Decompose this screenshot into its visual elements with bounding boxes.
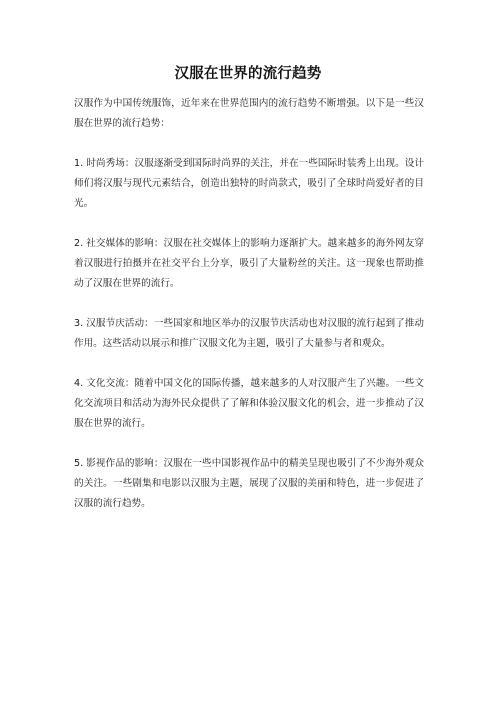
point-paragraph-2: 2. 社交媒体的影响：汉服在社交媒体上的影响力逐渐扩大。越来越多的海外网友穿着汉服进行拍摄并在社交平台上分享，吸引了大量粉丝的关注。这一现象也帮助推动了汉服在世界的流行。 bbox=[74, 238, 424, 289]
document-title: 汉服在世界的流行趋势 bbox=[174, 66, 322, 82]
point-paragraph-4: 4. 文化交流：随着中国文化的国际传播，越来越多的人对汉服产生了兴趣。一些文化交流项目和活动为海外民众提供了了解和体验汉服文化的机会，进一步推动了汉服在世界的流行。 bbox=[74, 378, 424, 429]
document-body bbox=[74, 94, 424, 514]
point-paragraph-5: 5. 影视作品的影响：汉服在一些中国影视作品中的精美呈现也吸引了不少海外观众的关注。一些剧集和电影以汉服为主题，展现了汉服的美丽和特色，进一步促进了汉服的流行趋势。 bbox=[74, 458, 424, 509]
point-paragraph-3: 3. 汉服节庆活动：一些国家和地区举办的汉服节庆活动也对汉服的流行起到了推动作用。这些活动以展示和推广汉服文化为主题，吸引了大量参与者和观众。 bbox=[74, 318, 424, 349]
intro-paragraph: 汉服作为中国传统服饰，近年来在世界范围内的流行趋势不断增强。以下是一些汉服在世界的流行趋势： bbox=[74, 98, 424, 129]
point-paragraph-1: 1. 时尚秀场：汉服逐渐受到国际时尚界的关注，并在一些国际时装秀上出现。设计师们将汉服与现代元素结合，创造出独特的时尚款式，吸引了全球时尚爱好者的目光。 bbox=[74, 158, 424, 209]
